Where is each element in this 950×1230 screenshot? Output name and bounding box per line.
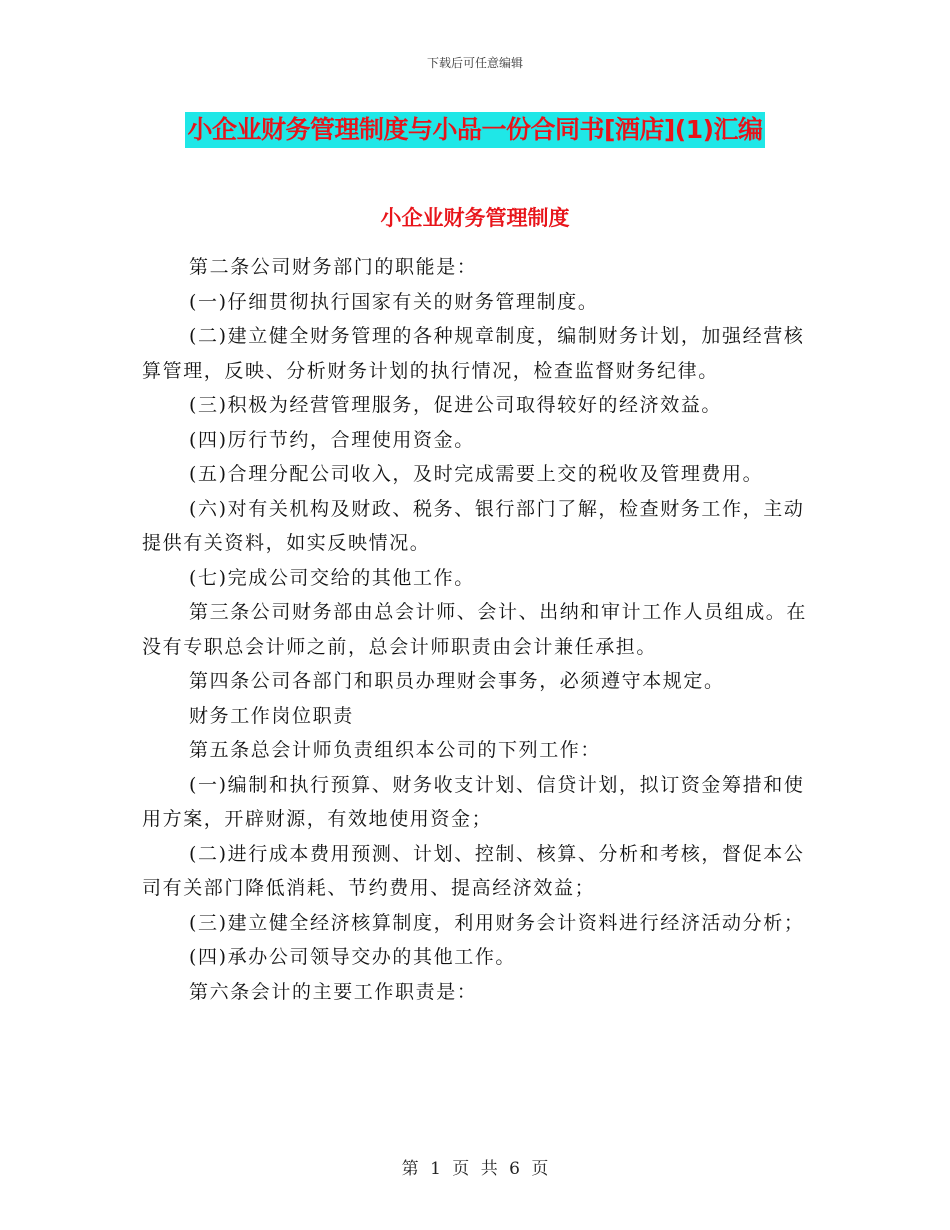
document-body <box>142 250 812 1009</box>
paragraph: 第四条公司各部门和职员办理财会事务，必须遵守本规定。 <box>189 670 725 692</box>
paragraph: (七)完成公司交给的其他工作。 <box>189 566 475 589</box>
paragraph: (六)对有关机构及财政、税务、银行部门了解，检查财务工作，主动提供有关资料，如实反映情况。 <box>142 497 805 554</box>
paragraph: (四)厉行节约，合理使用资金。 <box>189 428 475 451</box>
paragraph: (五)合理分配公司收入，及时完成需要上交的税收及管理费用。 <box>189 463 764 485</box>
document-title-container <box>0 112 950 148</box>
paragraph: (四)承办公司领导交办的其他工作。 <box>189 946 517 968</box>
subheading: 财务工作岗位职责 <box>189 704 354 727</box>
paragraph: (三)积极为经营管理服务，促进公司取得较好的经济效益。 <box>189 394 723 416</box>
paragraph: 第五条总会计师负责组织本公司的下列工作： <box>189 739 602 761</box>
paragraph: (二)建立健全财务管理的各种规章制度，编制财务计划，加强经营核算管理，反映、分析财务计划的执行情况，检查监督财务纪律。 <box>142 325 805 382</box>
paragraph: 第二条公司财务部门的职能是： <box>189 256 478 278</box>
paragraph: (二)进行成本费用预测、计划、控制、核算、分析和考核，督促本公司有关部门降低消耗、节约费用、提高经济效益； <box>142 842 805 899</box>
paragraph: 第三条公司财务部由总会计师、会计、出纳和审计工作人员组成。在没有专职总会计师之前，总会计师职责由会计兼任承担。 <box>142 601 808 658</box>
paragraph: (三)建立健全经济核算制度，利用财务会计资料进行经济活动分析； <box>189 911 805 934</box>
paragraph: 第六条会计的主要工作职责是： <box>189 980 478 1003</box>
section-title: 小企业财务管理制度 <box>380 206 570 230</box>
paragraph: (一)仔细贯彻执行国家有关的财务管理制度。 <box>189 290 599 313</box>
page-header-note: 下载后可任意编辑 <box>426 56 523 70</box>
document-title: 小企业财务管理制度与小品一份合同书[酒店](1)汇编 <box>185 112 764 148</box>
page-number: 第 1 页 共 6 页 <box>401 1159 549 1179</box>
paragraph: (一)编制和执行预算、财务收支计划、信贷计划，拟订资金筹措和使用方案，开辟财源，有效地使用资金； <box>142 773 805 830</box>
